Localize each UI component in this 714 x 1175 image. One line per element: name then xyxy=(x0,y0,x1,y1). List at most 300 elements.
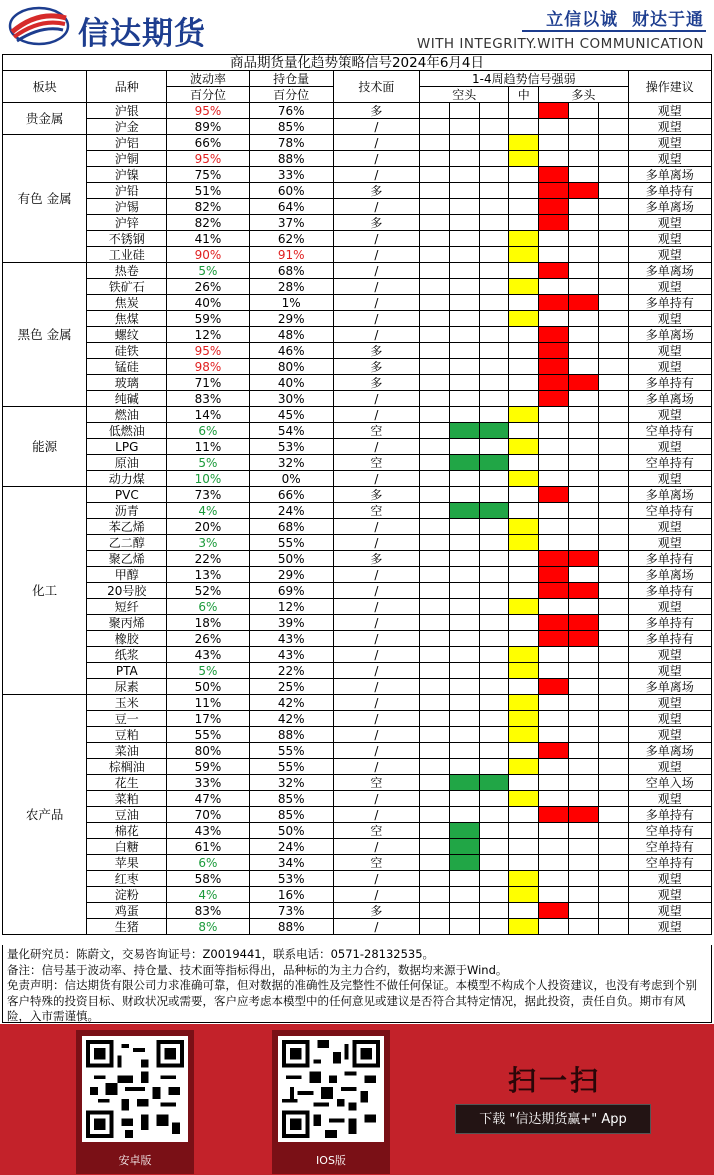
position-cell: 29% xyxy=(249,567,333,583)
volatility-cell: 6% xyxy=(167,855,249,871)
signal-cell xyxy=(539,807,569,823)
sector-cell: 黑色 金属 xyxy=(3,263,87,407)
advice-cell: 空单入场 xyxy=(628,775,711,791)
signal-cell xyxy=(479,487,509,503)
signal-cell xyxy=(479,215,509,231)
signal-cell xyxy=(539,791,569,807)
signal-cell xyxy=(509,407,539,423)
download-app-button[interactable]: 下载 "信达期货赢+" App xyxy=(455,1104,651,1134)
advice-cell: 多单离场 xyxy=(628,567,711,583)
advice-cell: 观望 xyxy=(628,919,711,935)
advice-cell: 多单持有 xyxy=(628,551,711,567)
signal-cell xyxy=(479,503,509,519)
advice-cell: 空单持有 xyxy=(628,423,711,439)
signal-cell xyxy=(598,759,628,775)
technical-cell: / xyxy=(333,231,419,247)
signal-cell xyxy=(598,599,628,615)
variety-cell: 工业硅 xyxy=(87,247,167,263)
signal-cell xyxy=(509,775,539,791)
signal-cell xyxy=(568,887,598,903)
signal-cell xyxy=(420,487,450,503)
variety-cell: 沪锌 xyxy=(87,215,167,231)
signal-cell xyxy=(449,791,479,807)
signal-cell xyxy=(568,183,598,199)
signal-cell xyxy=(420,727,450,743)
advice-cell: 多单离场 xyxy=(628,487,711,503)
signal-cell xyxy=(509,871,539,887)
volatility-cell: 14% xyxy=(167,407,249,423)
technical-cell: / xyxy=(333,695,419,711)
position-cell: 39% xyxy=(249,615,333,631)
qr-code-icon xyxy=(282,1040,380,1138)
signal-cell xyxy=(568,631,598,647)
volatility-cell: 26% xyxy=(167,279,249,295)
position-cell: 88% xyxy=(249,727,333,743)
table-row xyxy=(3,151,712,167)
variety-cell: 燃油 xyxy=(87,407,167,423)
variety-cell: 沪镍 xyxy=(87,167,167,183)
volatility-cell: 71% xyxy=(167,375,249,391)
signal-cell xyxy=(449,631,479,647)
signal-cell xyxy=(539,455,569,471)
signal-cell xyxy=(449,183,479,199)
advice-cell: 空单持有 xyxy=(628,503,711,519)
signal-cell xyxy=(568,823,598,839)
technical-cell: 多 xyxy=(333,359,419,375)
signal-cell xyxy=(598,583,628,599)
signal-cell xyxy=(539,775,569,791)
signal-cell xyxy=(539,279,569,295)
technical-cell: / xyxy=(333,711,419,727)
signal-cell xyxy=(598,647,628,663)
signal-cell xyxy=(568,295,598,311)
signal-cell xyxy=(449,343,479,359)
signal-cell xyxy=(420,359,450,375)
position-cell: 22% xyxy=(249,663,333,679)
signal-cell xyxy=(420,503,450,519)
signal-cell xyxy=(568,807,598,823)
advice-cell: 空单持有 xyxy=(628,455,711,471)
technical-cell: 空 xyxy=(333,775,419,791)
signal-cell xyxy=(479,519,509,535)
signal-cell xyxy=(509,551,539,567)
sector-cell: 化工 xyxy=(3,487,87,695)
variety-cell: 原油 xyxy=(87,455,167,471)
volatility-cell: 80% xyxy=(167,743,249,759)
variety-cell: 螺纹 xyxy=(87,327,167,343)
signal-cell xyxy=(420,823,450,839)
signal-cell xyxy=(539,359,569,375)
advice-cell: 多单持有 xyxy=(628,375,711,391)
volatility-cell: 95% xyxy=(167,151,249,167)
technical-cell: / xyxy=(333,647,419,663)
advice-cell: 观望 xyxy=(628,119,711,135)
volatility-cell: 11% xyxy=(167,695,249,711)
signal-cell xyxy=(449,695,479,711)
signal-cell xyxy=(539,871,569,887)
volatility-cell: 89% xyxy=(167,119,249,135)
position-cell: 29% xyxy=(249,311,333,327)
signal-cell xyxy=(568,327,598,343)
signal-cell xyxy=(539,199,569,215)
advice-cell: 空单持有 xyxy=(628,823,711,839)
signal-cell xyxy=(449,471,479,487)
signal-cell xyxy=(539,855,569,871)
signal-cell xyxy=(420,839,450,855)
signal-cell xyxy=(479,375,509,391)
volatility-cell: 90% xyxy=(167,247,249,263)
signal-cell xyxy=(598,183,628,199)
signal-cell xyxy=(479,711,509,727)
volatility-cell: 55% xyxy=(167,727,249,743)
signal-cell xyxy=(479,407,509,423)
signal-cell xyxy=(598,119,628,135)
signal-cell xyxy=(568,855,598,871)
signal-cell xyxy=(598,663,628,679)
technical-cell: / xyxy=(333,167,419,183)
volatility-cell: 11% xyxy=(167,439,249,455)
header-short: 空头 xyxy=(420,87,509,103)
signal-cell xyxy=(449,359,479,375)
technical-cell: / xyxy=(333,151,419,167)
technical-cell: / xyxy=(333,391,419,407)
signal-cell xyxy=(420,791,450,807)
volatility-cell: 4% xyxy=(167,503,249,519)
signal-cell xyxy=(449,439,479,455)
table-row xyxy=(3,823,712,839)
table-row xyxy=(3,839,712,855)
signal-cell xyxy=(598,391,628,407)
signal-cell xyxy=(479,791,509,807)
variety-cell: 沪铅 xyxy=(87,183,167,199)
signal-cell xyxy=(598,855,628,871)
technical-cell: / xyxy=(333,295,419,311)
signal-cell xyxy=(449,743,479,759)
signal-cell xyxy=(420,311,450,327)
volatility-cell: 26% xyxy=(167,631,249,647)
volatility-cell: 5% xyxy=(167,455,249,471)
signal-cell xyxy=(479,231,509,247)
signal-cell xyxy=(598,727,628,743)
signal-cell xyxy=(598,631,628,647)
signal-cell xyxy=(420,103,450,119)
technical-cell: / xyxy=(333,279,419,295)
signal-cell xyxy=(598,471,628,487)
signal-cell xyxy=(568,567,598,583)
variety-cell: 豆一 xyxy=(87,711,167,727)
signal-cell xyxy=(598,503,628,519)
signal-cell xyxy=(449,535,479,551)
signal-cell xyxy=(420,183,450,199)
advice-cell: 观望 xyxy=(628,359,711,375)
signal-cell xyxy=(509,343,539,359)
advice-cell: 观望 xyxy=(628,407,711,423)
signal-cell xyxy=(449,295,479,311)
signal-cell xyxy=(479,583,509,599)
signal-cell xyxy=(449,647,479,663)
position-cell: 55% xyxy=(249,535,333,551)
signal-cell xyxy=(479,135,509,151)
header xyxy=(0,0,714,54)
signal-cell xyxy=(449,775,479,791)
signal-cell xyxy=(420,535,450,551)
table-row xyxy=(3,359,712,375)
signal-cell xyxy=(449,311,479,327)
signal-cell xyxy=(449,551,479,567)
sector-cell: 有色 金属 xyxy=(3,135,87,263)
signal-cell xyxy=(420,567,450,583)
signal-cell xyxy=(598,807,628,823)
signal-cell xyxy=(568,839,598,855)
variety-cell: 苹果 xyxy=(87,855,167,871)
advice-cell: 多单离场 xyxy=(628,391,711,407)
signal-cell xyxy=(539,599,569,615)
position-cell: 69% xyxy=(249,583,333,599)
signal-cell xyxy=(449,871,479,887)
ios-qr-code[interactable] xyxy=(278,1036,384,1142)
variety-cell: 橡胶 xyxy=(87,631,167,647)
volatility-cell: 5% xyxy=(167,663,249,679)
signal-cell xyxy=(420,599,450,615)
signal-cell xyxy=(568,679,598,695)
signal-cell xyxy=(598,519,628,535)
volatility-cell: 70% xyxy=(167,807,249,823)
volatility-cell: 95% xyxy=(167,343,249,359)
signal-cell xyxy=(420,247,450,263)
table-row xyxy=(3,519,712,535)
position-cell: 24% xyxy=(249,503,333,519)
advice-cell: 观望 xyxy=(628,903,711,919)
signal-cell xyxy=(479,439,509,455)
position-cell: 85% xyxy=(249,807,333,823)
advice-cell: 观望 xyxy=(628,247,711,263)
table-row xyxy=(3,199,712,215)
signal-cell xyxy=(568,135,598,151)
signal-cell xyxy=(449,199,479,215)
signal-cell xyxy=(598,487,628,503)
signal-cell xyxy=(509,103,539,119)
signal-cell xyxy=(598,535,628,551)
signal-cell xyxy=(420,455,450,471)
signal-cell xyxy=(449,423,479,439)
volatility-cell: 4% xyxy=(167,887,249,903)
table-row xyxy=(3,887,712,903)
signal-cell xyxy=(568,551,598,567)
variety-cell: PVC xyxy=(87,487,167,503)
signal-cell xyxy=(539,551,569,567)
table-row xyxy=(3,263,712,279)
position-cell: 1% xyxy=(249,295,333,311)
technical-cell: / xyxy=(333,615,419,631)
signal-cell xyxy=(509,167,539,183)
table-row xyxy=(3,695,712,711)
technical-cell: 空 xyxy=(333,423,419,439)
signal-cell xyxy=(509,359,539,375)
signal-cell xyxy=(479,903,509,919)
signal-cell xyxy=(598,295,628,311)
signal-cell xyxy=(449,103,479,119)
position-cell: 55% xyxy=(249,743,333,759)
advice-cell: 观望 xyxy=(628,663,711,679)
signal-cell xyxy=(479,327,509,343)
signal-cell xyxy=(598,903,628,919)
signal-cell xyxy=(539,679,569,695)
signal-cell xyxy=(449,567,479,583)
table-row xyxy=(3,727,712,743)
signal-cell xyxy=(598,711,628,727)
android-qr-code[interactable] xyxy=(82,1036,188,1142)
signal-cell xyxy=(509,759,539,775)
signal-cell xyxy=(420,855,450,871)
signal-cell xyxy=(509,711,539,727)
signal-cell xyxy=(420,887,450,903)
advice-cell: 观望 xyxy=(628,519,711,535)
variety-cell: 红枣 xyxy=(87,871,167,887)
position-cell: 30% xyxy=(249,391,333,407)
signal-cell xyxy=(568,375,598,391)
signal-cell xyxy=(539,423,569,439)
signal-cell xyxy=(509,391,539,407)
technical-cell: / xyxy=(333,119,419,135)
volatility-cell: 82% xyxy=(167,215,249,231)
technical-cell: / xyxy=(333,727,419,743)
signal-cell xyxy=(539,535,569,551)
signal-cell xyxy=(420,471,450,487)
variety-cell: 玻璃 xyxy=(87,375,167,391)
variety-cell: 纯碱 xyxy=(87,391,167,407)
signal-cell xyxy=(568,743,598,759)
slogan-cn: 立信以诚 财达于通 xyxy=(546,10,704,30)
signal-cell xyxy=(479,551,509,567)
signal-cell xyxy=(449,599,479,615)
signal-cell xyxy=(539,407,569,423)
signal-cell xyxy=(539,439,569,455)
variety-cell: 乙二醇 xyxy=(87,535,167,551)
signal-cell xyxy=(598,839,628,855)
signal-cell xyxy=(509,503,539,519)
variety-cell: 焦煤 xyxy=(87,311,167,327)
variety-cell: 热卷 xyxy=(87,263,167,279)
signal-cell xyxy=(449,807,479,823)
table-row xyxy=(3,855,712,871)
sector-cell: 贵金属 xyxy=(3,103,87,135)
table-row xyxy=(3,743,712,759)
slogan-divider xyxy=(522,30,706,32)
variety-cell: 豆油 xyxy=(87,807,167,823)
volatility-cell: 10% xyxy=(167,471,249,487)
volatility-cell: 22% xyxy=(167,551,249,567)
signal-cell xyxy=(539,471,569,487)
volatility-cell: 40% xyxy=(167,295,249,311)
signal-cell xyxy=(479,743,509,759)
signal-cell xyxy=(539,183,569,199)
signal-cell xyxy=(539,519,569,535)
signal-cell xyxy=(420,151,450,167)
signal-cell xyxy=(420,119,450,135)
signal-cell xyxy=(539,759,569,775)
signal-cell xyxy=(509,279,539,295)
signal-cell xyxy=(539,103,569,119)
table-row xyxy=(3,327,712,343)
volatility-cell: 6% xyxy=(167,423,249,439)
signal-cell xyxy=(568,727,598,743)
advice-cell: 观望 xyxy=(628,135,711,151)
volatility-cell: 33% xyxy=(167,775,249,791)
signal-cell xyxy=(420,743,450,759)
position-cell: 68% xyxy=(249,519,333,535)
advice-cell: 观望 xyxy=(628,791,711,807)
technical-cell: / xyxy=(333,567,419,583)
signal-cell xyxy=(509,647,539,663)
signal-cell xyxy=(509,839,539,855)
signal-cell xyxy=(539,263,569,279)
variety-cell: 沪锡 xyxy=(87,199,167,215)
signal-cell xyxy=(449,839,479,855)
signal-cell xyxy=(598,439,628,455)
advice-cell: 多单离场 xyxy=(628,263,711,279)
advice-cell: 多单持有 xyxy=(628,295,711,311)
signal-cell xyxy=(479,359,509,375)
signal-cell xyxy=(568,487,598,503)
header-position-sub: 百分位 xyxy=(249,87,333,103)
volatility-cell: 5% xyxy=(167,263,249,279)
technical-cell: 空 xyxy=(333,823,419,839)
variety-cell: 白糖 xyxy=(87,839,167,855)
position-cell: 24% xyxy=(249,839,333,855)
signal-cell xyxy=(598,919,628,935)
signal-cell xyxy=(479,807,509,823)
slogan-en: WITH INTEGRITY.WITH COMMUNICATION xyxy=(416,36,704,52)
signal-cell xyxy=(420,279,450,295)
signal-cell xyxy=(598,231,628,247)
signal-cell xyxy=(509,311,539,327)
table-row xyxy=(3,551,712,567)
signal-cell xyxy=(539,919,569,935)
table-row xyxy=(3,439,712,455)
table-title: 商品期货量化趋势策略信号2024年6月4日 xyxy=(3,55,712,71)
signal-cell xyxy=(509,727,539,743)
advice-cell: 观望 xyxy=(628,231,711,247)
technical-cell: / xyxy=(333,263,419,279)
signal-cell xyxy=(479,839,509,855)
signal-cell xyxy=(449,855,479,871)
signal-cell xyxy=(509,439,539,455)
signal-cell xyxy=(420,807,450,823)
position-cell: 43% xyxy=(249,631,333,647)
table-row xyxy=(3,455,712,471)
technical-cell: 多 xyxy=(333,551,419,567)
signal-cell xyxy=(449,615,479,631)
signal-cell xyxy=(598,887,628,903)
signal-cell xyxy=(479,631,509,647)
signal-cell xyxy=(539,727,569,743)
signal-cell xyxy=(509,231,539,247)
variety-cell: 玉米 xyxy=(87,695,167,711)
advice-cell: 空单持有 xyxy=(628,839,711,855)
signal-cell xyxy=(598,167,628,183)
sector-cell: 农产品 xyxy=(3,695,87,935)
advice-cell: 多单离场 xyxy=(628,199,711,215)
signal-cell xyxy=(479,247,509,263)
signal-cell xyxy=(449,247,479,263)
signal-cell xyxy=(539,887,569,903)
signal-cell xyxy=(568,503,598,519)
volatility-cell: 59% xyxy=(167,311,249,327)
volatility-cell: 6% xyxy=(167,599,249,615)
table-row xyxy=(3,647,712,663)
signal-cell xyxy=(568,535,598,551)
variety-cell: 花生 xyxy=(87,775,167,791)
